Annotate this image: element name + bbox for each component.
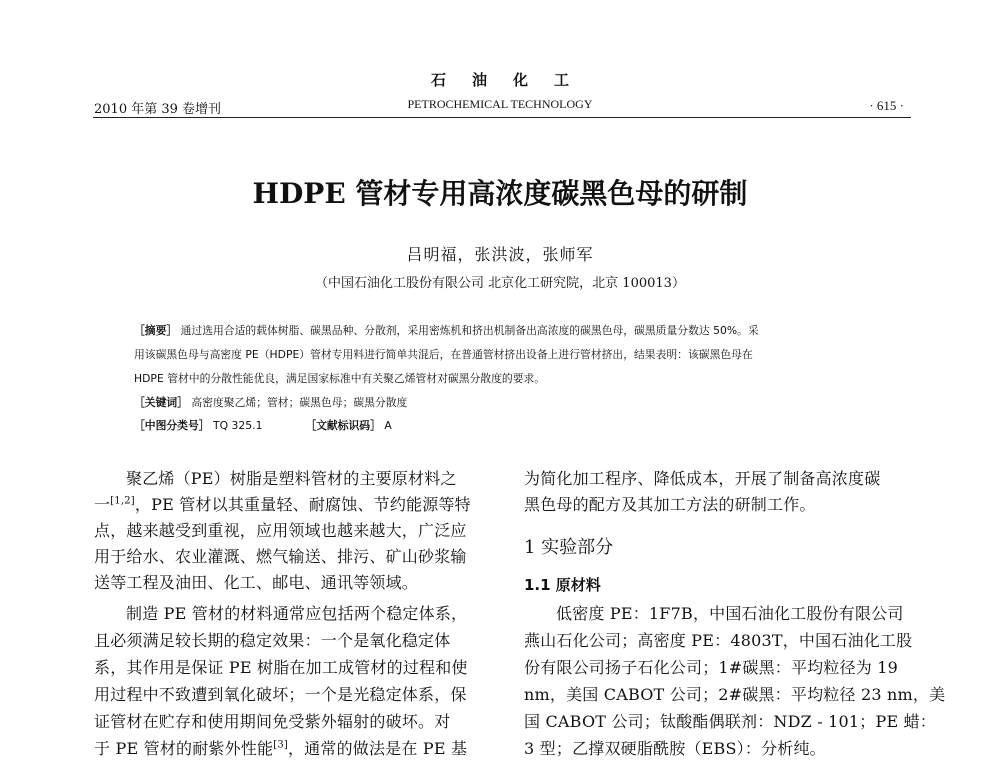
affiliation: （中国石油化工股份有限公司 北京化工研究院，北京 100013）: [315, 276, 685, 291]
abstract-line: 用该碳黑色母与高密度 PE（HDPE）管材专用料进行简单共混后，在普通管材挤出设备上进行管材挤出，结果表明：该碳黑色母在: [134, 348, 753, 361]
body-line: 低密度 PE：1F7B，中国石油化工股份有限公司: [556, 604, 904, 623]
body-line: 3 型；乙撑双硬脂酰胺（EBS）：分析纯。: [524, 739, 826, 758]
abstract-line: [134, 323, 759, 338]
body-line: 为简化加工程序、降低成本，开展了制备高浓度碳: [524, 469, 881, 488]
classification-line: [134, 418, 392, 433]
citation-ref: [3]: [273, 739, 288, 751]
body-line: 份有限公司扬子石化公司；1#碳黑：平均粒径为 19: [524, 658, 899, 677]
body-line: 于 PE 管材的耐紫外性能[3]，通常的做法是在 PE 基: [94, 739, 468, 758]
clc-value: TQ 325.1: [213, 419, 263, 432]
body-line: 用于给水、农业灌溉、燃气输送、排污、矿山砂浆输: [94, 547, 467, 566]
body-line: 制造 PE 管材的材料通常应包括两个稳定体系，: [126, 604, 468, 623]
journal-name-en: PETROCHEMICAL TECHNOLOGY: [407, 97, 593, 111]
issue-info: 2010 年第 39 卷增刊: [94, 102, 222, 117]
abstract-line: HDPE 管材中的分散性能优良，满足国家标准中有关聚乙烯管材对碳黑分散度的要求。: [134, 372, 546, 385]
body-line: 且必须满足较长期的稳定效果：一个是氧化稳定体: [94, 631, 451, 650]
body-line: 点，越来越受到重视，应用领域也越来越大，广泛应: [94, 521, 467, 540]
doc-code-label: ［文献标识码］: [305, 419, 381, 432]
keywords-label: ［关键词］: [134, 396, 188, 409]
keywords-line: [134, 395, 407, 410]
subsection-heading: 1.1 原材料: [524, 576, 601, 594]
section-heading: 1 实验部分: [524, 537, 614, 558]
body-line: 一[1,2]，PE 管材以其重量轻、耐腐蚀、节约能源等特: [94, 495, 471, 514]
header-rule: [93, 117, 911, 118]
journal-name-cn: 石油化工: [430, 71, 595, 89]
abstract-text: 通过选用合适的载体树脂、碳黑品种、分散剂，采用密炼机和挤出机制备出高浓度的碳黑色母，碳黑质量分数达 50%。采: [180, 324, 759, 337]
body-line: 国 CABOT 公司；钛酸酯偶联剂：NDZ - 101；PE 蜡：: [524, 712, 937, 731]
body-line: 送等工程及油田、化工、邮电、通讯等领域。: [94, 573, 419, 592]
body-line: 用过程中不致遭到氧化破坏；一个是光稳定体系，保: [94, 685, 467, 704]
doc-code-value: A: [384, 419, 392, 432]
abstract-label: ［摘要］: [134, 324, 178, 337]
body-line: 证管材在贮存和使用期间免受紫外辐射的破坏。对: [94, 712, 451, 731]
body-line: 燕山石化公司；高密度 PE：4803T，中国石油化工股: [524, 631, 913, 650]
citation-ref: [1,2]: [110, 495, 135, 507]
keywords-text: 高密度聚乙烯；管材；碳黑色母；碳黑分散度: [191, 396, 408, 409]
clc-label: ［中图分类号］: [134, 419, 210, 432]
body-line: 系，其作用是保证 PE 树脂在加工成管材的过程和使: [94, 658, 468, 677]
page-number: · 615 ·: [869, 98, 904, 113]
body-line: 黑色母的配方及其加工方法的研制工作。: [524, 495, 816, 514]
authors: 吕明福，张洪波，张师军: [406, 245, 594, 264]
body-line: nm，美国 CABOT 公司；2#碳黑：平均粒径 23 nm，美: [524, 685, 946, 704]
body-line: 聚乙烯（PE）树脂是塑料管材的主要原材料之: [126, 469, 457, 488]
article-title: HDPE 管材专用高浓度碳黑色母的研制: [252, 177, 748, 210]
